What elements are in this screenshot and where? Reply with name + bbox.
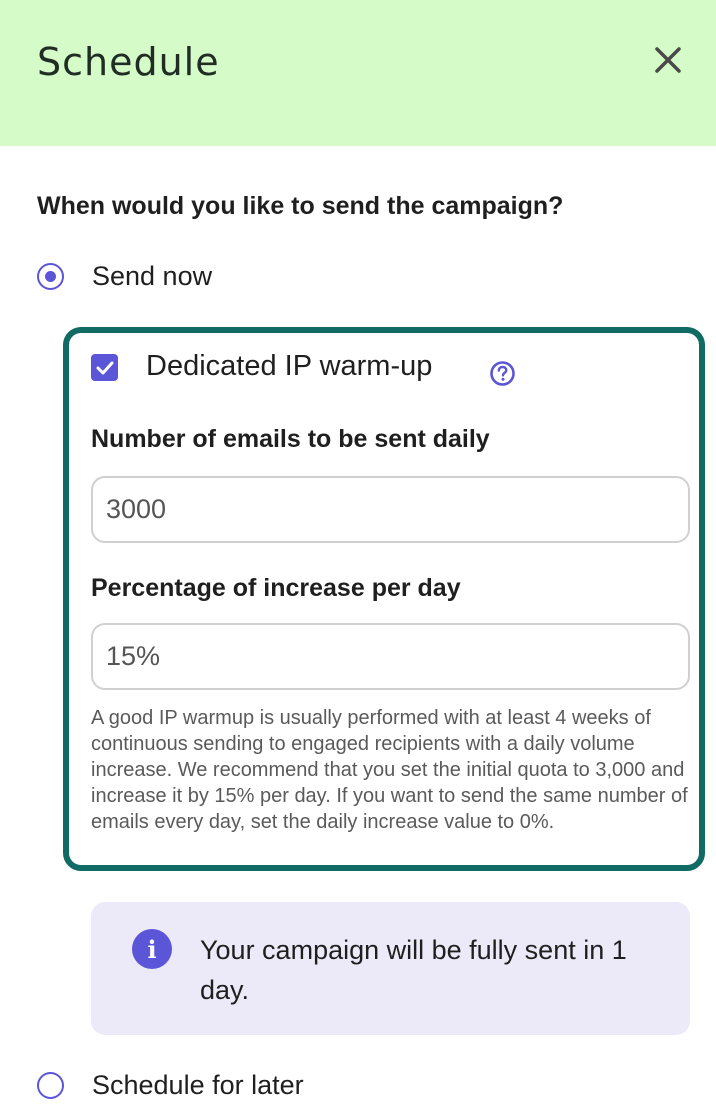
daily-emails-label: Number of emails to be sent daily xyxy=(91,425,490,453)
help-button[interactable] xyxy=(489,360,516,387)
close-button[interactable] xyxy=(648,40,688,80)
checkmark-icon xyxy=(95,358,115,378)
modal-header xyxy=(0,0,716,146)
send-now-label: Send now xyxy=(92,261,213,291)
send-now-radio[interactable] xyxy=(37,263,64,290)
increase-percent-label: Percentage of increase per day xyxy=(91,574,461,602)
info-message: Your campaign will be fully sent in 1 day. xyxy=(200,935,627,1005)
close-icon[interactable] xyxy=(648,40,688,80)
ip-warmup-label: Dedicated IP warm-up xyxy=(146,350,433,382)
schedule-later-radio[interactable] xyxy=(37,1072,64,1099)
warmup-help-text: A good IP warmup is usually performed with at least 4 weeks of continuous sending to engaged recipients with a daily volume increase. We recommend that you set the initial quota to 3,000 and increase it by 15% per day. If you want to send the same number of emails every day, set the daily increase value to 0%. xyxy=(91,707,688,833)
schedule-later-label: Schedule for later xyxy=(92,1070,304,1100)
question-mark-icon[interactable] xyxy=(489,360,516,387)
send-question: When would you like to send the campaign? xyxy=(37,192,564,220)
send-now-option[interactable] xyxy=(37,261,212,292)
info-icon: i xyxy=(132,929,172,969)
modal-title: Schedule xyxy=(37,40,220,84)
ip-warmup-checkbox[interactable] xyxy=(91,354,118,381)
schedule-later-option[interactable] xyxy=(37,1070,304,1101)
increase-percent-input[interactable] xyxy=(91,623,690,690)
daily-emails-input[interactable] xyxy=(91,476,690,543)
